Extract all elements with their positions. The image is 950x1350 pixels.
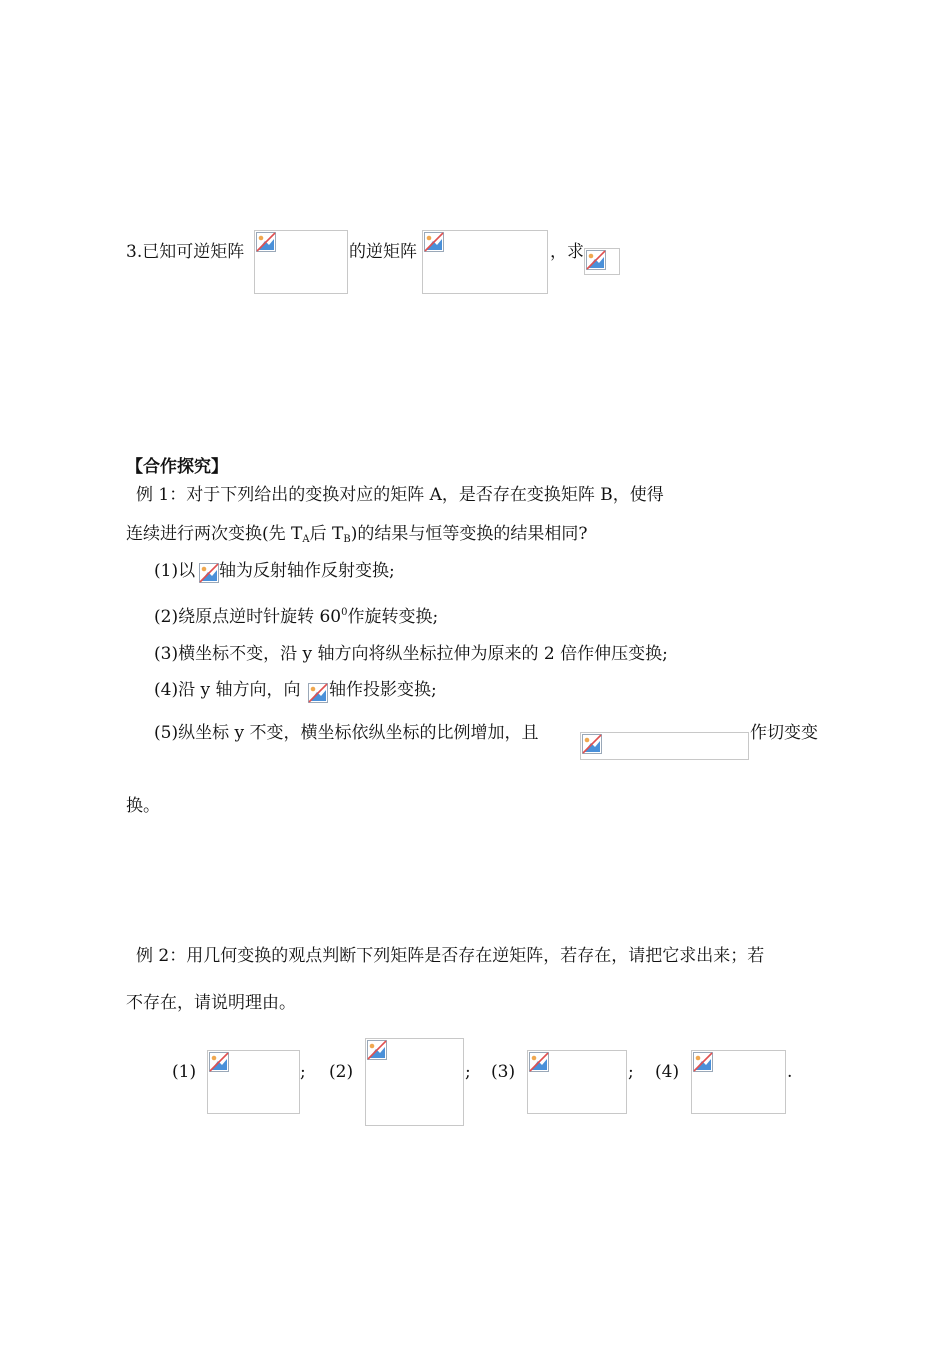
broken-image-icon	[582, 734, 602, 759]
ex1-sub-b: B	[343, 534, 351, 545]
broken-image-icon	[199, 563, 219, 588]
ex2-sep-1: ;	[300, 1062, 306, 1082]
ex1-item2-a: (2)绕原点逆时针旋转 60	[154, 607, 342, 627]
ex2-label-2: (2)	[329, 1062, 354, 1082]
ex1-item1-a: (1)以	[154, 561, 196, 581]
matrix-3-image	[527, 1050, 627, 1114]
ex2-label-4: (4)	[655, 1062, 680, 1082]
ex2-intro: 例 2：用几何变换的观点判断下列矩阵是否存在逆矩阵，若存在，请把它求出来；若	[136, 946, 765, 966]
q3-prefix: 3.已知可逆矩阵	[126, 242, 245, 262]
inverse-matrix-image	[422, 230, 548, 294]
shear-condition-image	[580, 732, 749, 760]
broken-image-icon	[256, 232, 276, 257]
axis-image-1	[199, 563, 219, 584]
ex1-item2-b: 作旋转变换;	[347, 607, 439, 627]
ex1-intro: 例 1：对于下列给出的变换对应的矩阵 A，是否存在变换矩阵 B，使得	[136, 485, 664, 505]
ex2-label-3: (3)	[491, 1062, 516, 1082]
target-image	[584, 248, 620, 275]
broken-image-icon	[693, 1052, 713, 1077]
ex1-line2	[126, 524, 587, 550]
ex1-line2-b: 后 T	[309, 524, 344, 544]
section-title: 【合作探究】	[126, 457, 228, 477]
ex1-item4-b: 轴作投影变换;	[329, 680, 437, 700]
ex1-item5-a: (5)纵坐标 y 不变，横坐标依纵坐标的比例增加，且	[154, 723, 539, 743]
q3-suffix: ，求	[550, 242, 584, 262]
matrix-1-image	[207, 1050, 300, 1114]
ex1-line2-a: 连续进行两次变换(先 T	[126, 524, 303, 544]
ex2-sep-3: ;	[628, 1062, 634, 1082]
broken-image-icon	[586, 250, 606, 275]
broken-image-icon	[529, 1052, 549, 1077]
ex1-item1-b: 轴为反射轴作反射变换;	[219, 561, 395, 581]
q3-middle: 的逆矩阵	[349, 242, 417, 262]
matrix-a-image	[254, 230, 348, 294]
ex2-end: .	[787, 1062, 793, 1082]
matrix-4-image	[691, 1050, 786, 1114]
axis-image-2	[308, 683, 328, 704]
ex1-line2-c: )的结果与恒等变换的结果相同?	[350, 524, 588, 544]
broken-image-icon	[367, 1040, 387, 1065]
ex1-item5-c: 换。	[126, 796, 160, 816]
matrix-2-image	[365, 1038, 464, 1126]
ex2-line2: 不存在，请说明理由。	[126, 993, 296, 1013]
ex1-item4-a: (4)沿 y 轴方向，向	[154, 680, 301, 700]
ex1-item5-b: 作切变变	[750, 723, 818, 743]
ex2-label-1: (1)	[172, 1062, 197, 1082]
ex1-sub-a: A	[302, 534, 310, 545]
ex1-item2	[154, 603, 438, 627]
broken-image-icon	[308, 683, 328, 708]
broken-image-icon	[209, 1052, 229, 1077]
ex1-item2-sup: 0	[341, 607, 348, 618]
ex1-item3: (3)横坐标不变，沿 y 轴方向将纵坐标拉伸为原来的 2 倍作伸压变换;	[154, 644, 668, 664]
broken-image-icon	[424, 232, 444, 257]
ex2-sep-2: ;	[465, 1062, 471, 1082]
